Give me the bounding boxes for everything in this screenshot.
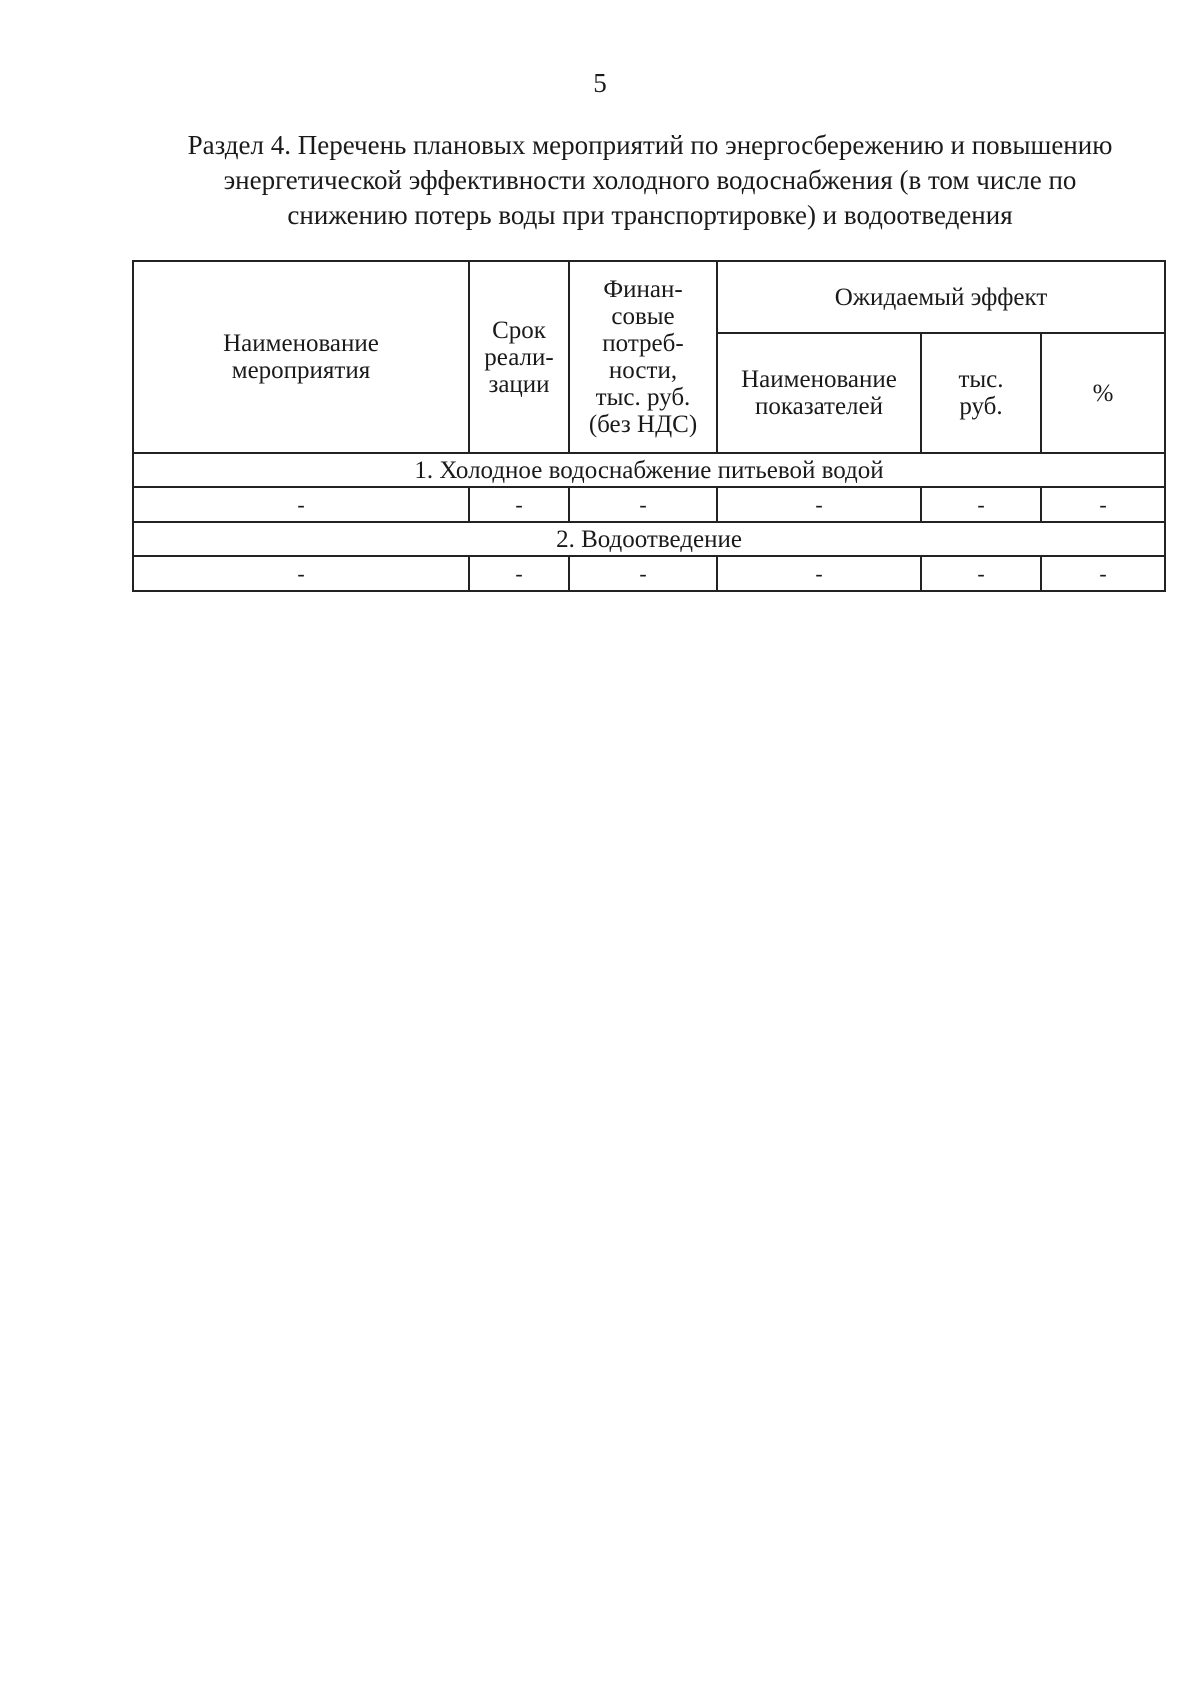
table-row <box>133 556 1165 591</box>
header-indicators <box>717 333 921 453</box>
header-measure-name-line: мероприятия <box>231 357 371 384</box>
header-finance-line: (без НДС) <box>588 411 698 438</box>
section-title-line: Раздел 4. Перечень плановых мероприятий по энергосбережению и повышению <box>187 130 1113 160</box>
section-heading-wastewater: 2. Водоотведение <box>133 522 1165 556</box>
header-indicators-line: Наименование <box>741 366 897 393</box>
section-heading-cold-water: 1. Холодное водоснабжение питьевой водой <box>133 453 1165 487</box>
header-finance-line: ности, <box>608 357 678 384</box>
header-finance-line: Финан- <box>603 276 683 303</box>
table-cell: - <box>569 556 717 591</box>
header-finance-line: потреб- <box>602 330 684 357</box>
table-cell: - <box>1041 556 1165 591</box>
header-finance <box>569 261 717 453</box>
header-term-line: зации <box>488 370 550 398</box>
header-term-line: реали- <box>484 343 554 371</box>
measures-table <box>132 260 1166 592</box>
header-term <box>469 261 569 453</box>
header-indicators-line: показателей <box>754 393 884 420</box>
section-title <box>150 128 1150 233</box>
header-thousand-rub-line: тыс. <box>958 366 1004 393</box>
header-thousand-rub-line: руб. <box>959 393 1003 420</box>
table-row <box>133 487 1165 522</box>
header-finance-line: тыс. руб. <box>595 384 691 411</box>
table-cell: - <box>717 487 921 522</box>
table-cell: - <box>469 556 569 591</box>
page-number: 5 <box>593 68 607 98</box>
header-measure-name-line: Наименование <box>223 330 379 357</box>
table-cell: - <box>717 556 921 591</box>
section-title-line: энергетической эффективности холодного водоснабжения (в том числе по <box>223 165 1077 195</box>
table-cell: - <box>469 487 569 522</box>
table-cell: - <box>921 556 1041 591</box>
table-cell: - <box>921 487 1041 522</box>
header-percent: % <box>1041 333 1165 453</box>
header-thousand-rub <box>921 333 1041 453</box>
header-finance-line: совые <box>611 303 675 330</box>
header-term-line: Срок <box>492 316 546 344</box>
table-cell: - <box>133 487 469 522</box>
section-title-line: снижению потерь воды при транспортировке) и водоотведения <box>287 200 1013 230</box>
table-cell: - <box>133 556 469 591</box>
header-expected-effect: Ожидаемый эффект <box>717 261 1165 333</box>
header-measure-name <box>133 261 469 453</box>
table-cell: - <box>569 487 717 522</box>
table-cell: - <box>1041 487 1165 522</box>
